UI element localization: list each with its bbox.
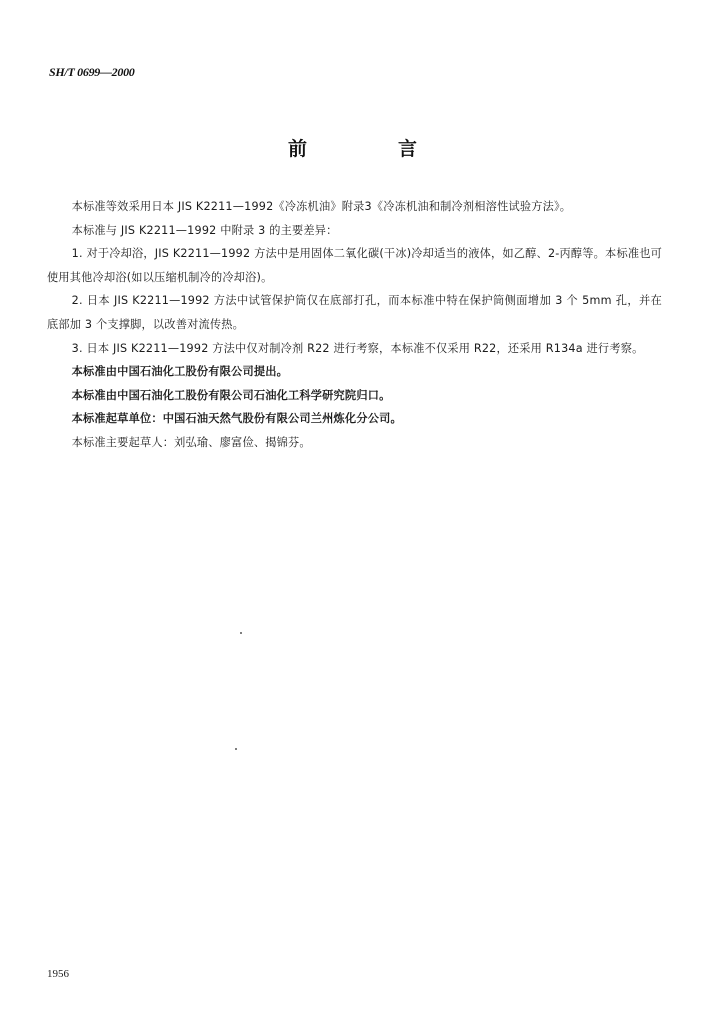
body-content <box>47 195 662 455</box>
scan-speck <box>240 632 242 634</box>
paragraph-centralized-management: 本标准由中国石油化工股份有限公司石油化工科学研究院归口。 <box>71 388 391 402</box>
paragraph-adoption: 本标准等效采用日本 JIS K2211—1992《冷冻机油》附录3《冷冻机油和制冷剂相溶性试验方法》。 <box>71 200 572 213</box>
paragraph-difference-1: 1. 对于冷却浴，JIS K2211—1992 方法中是用固体二氧化碳(干冰)冷却适当的液体，如乙醇、2-丙醇等。本标准也可使用其他冷却浴(如以压缩机制冷的冷却浴)。 <box>47 247 662 284</box>
paragraph-drafters: 本标准主要起草人：刘弘瑜、廖富俭、揭锦芬。 <box>71 435 311 449</box>
page-number: 1956 <box>47 968 69 980</box>
standard-code: SH/T 0699—2000 <box>49 65 135 79</box>
paragraph-difference-2: 2. 日本 JIS K2211—1992 方法中试管保护筒仅在底部打孔，而本标准中特在保护筒侧面增加 3 个 5mm 孔，并在底部加 3 个支撑脚，以改善对流传热。 <box>47 294 662 331</box>
page-title: 前 言 <box>287 138 453 160</box>
paragraph-drafting-unit: 本标准起草单位：中国石油天然气股份有限公司兰州炼化分公司。 <box>71 412 402 426</box>
scan-speck <box>235 748 237 750</box>
paragraph-proposer: 本标准由中国石油化工股份有限公司提出。 <box>71 365 288 379</box>
paragraph-difference-3: 3. 日本 JIS K2211—1992 方法中仅对制冷剂 R22 进行考察，本标准不仅采用 R22，还采用 R134a 进行考察。 <box>71 341 644 355</box>
paragraph-differences-intro: 本标准与 JIS K2211—1992 中附录 3 的主要差异： <box>71 223 338 237</box>
